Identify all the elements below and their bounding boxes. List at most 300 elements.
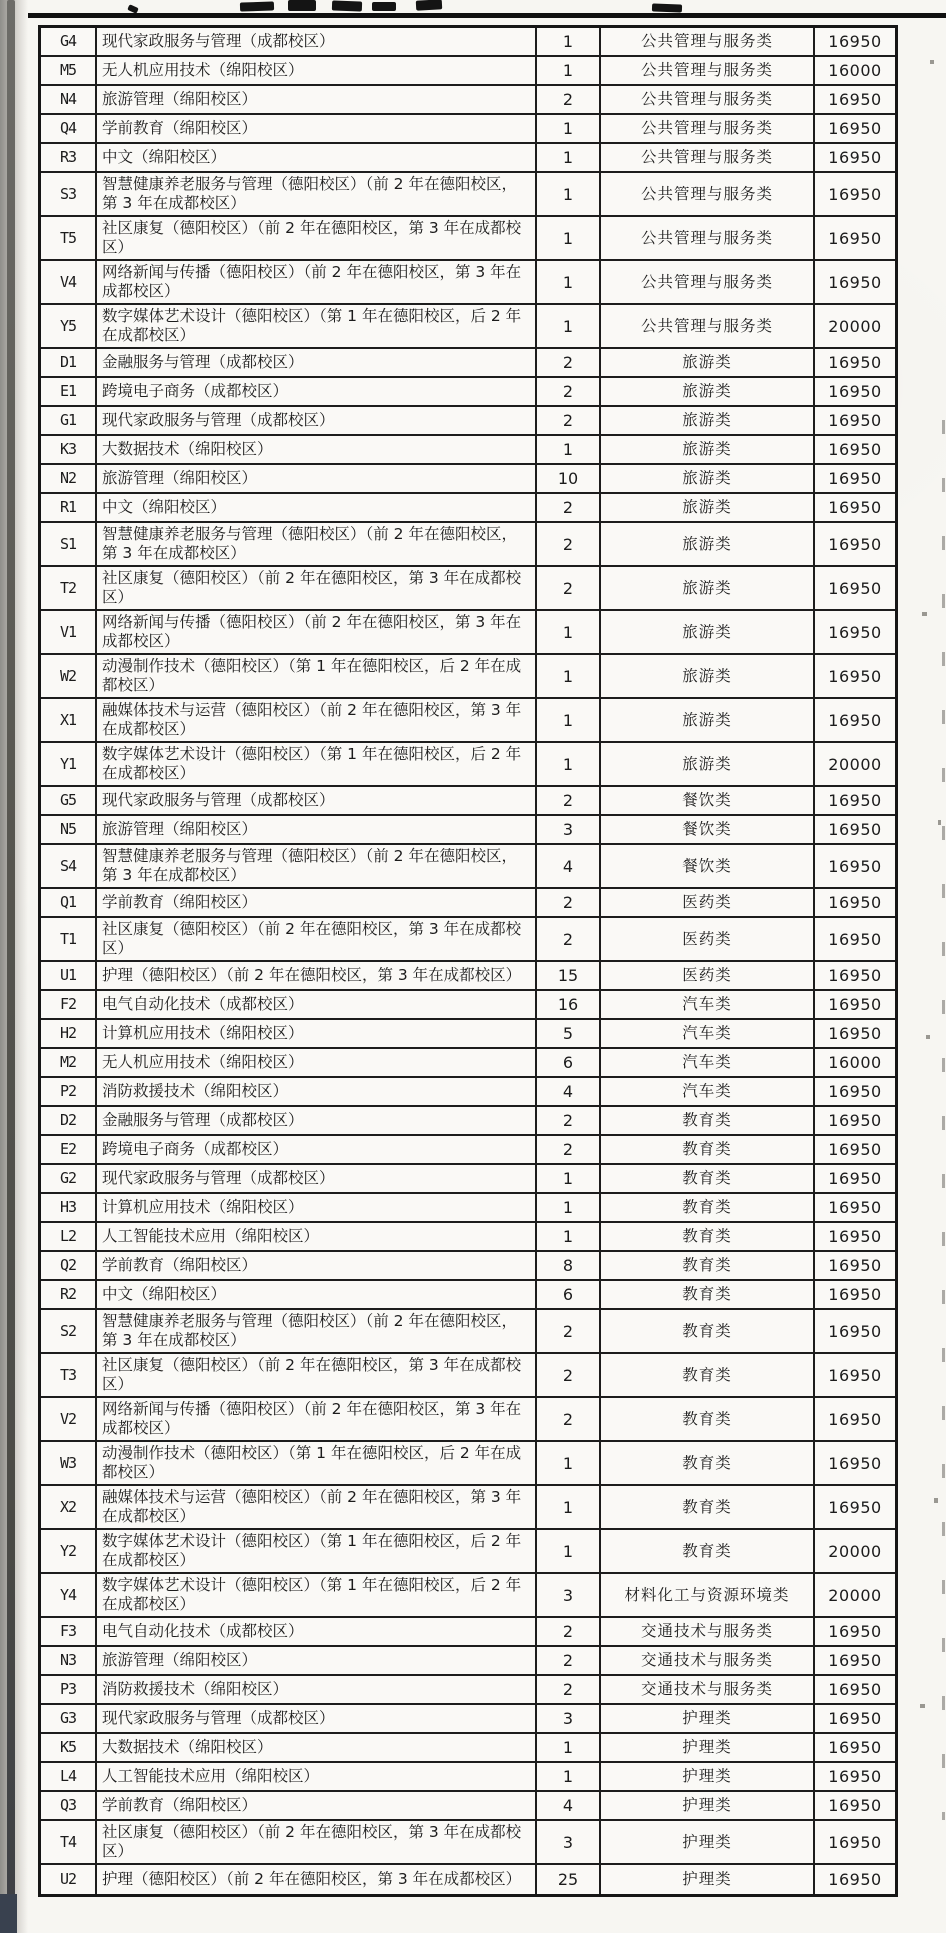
plan-count-cell: 15 [537,962,601,989]
code-cell: U1 [41,962,97,989]
fee-cell: 16950 [828,411,882,430]
major-name-cell: 智慧健康养老服务与管理（德阳校区）（前 2 年在德阳校区，第 3 年在成都校区） [97,523,537,565]
category-cell: 教育类 [601,1281,815,1308]
code-cell: Y5 [41,305,97,347]
plan-count-cell: 2 [537,1310,601,1352]
table-row [41,1049,895,1078]
category-cell: 医药类 [601,962,815,989]
major-name-cell: 护理（德阳校区）（前 2 年在德阳校区，第 3 年在成都校区） [97,962,537,989]
plan-count-cell: 16 [537,991,601,1018]
fee-cell: 16950 [828,622,882,642]
plan-count-cell: 1 [537,1165,601,1192]
table-row [41,261,895,305]
plan-count-cell: 2 [537,889,601,916]
code-cell: V1 [41,611,97,653]
code-cell: X2 [41,1486,97,1528]
code-cell: P3 [41,1676,97,1703]
code-cell: F3 [41,1618,97,1645]
category-cell: 教育类 [601,1442,815,1484]
plan-count-cell: 1 [537,57,601,84]
table-row [41,743,895,787]
plan-count-cell: 2 [537,1676,601,1703]
header-rule [28,13,946,18]
plan-count-cell: 2 [537,378,601,405]
category-cell: 餐饮类 [601,845,815,887]
plan-count-cell: 1 [537,743,601,785]
fee-cell: 20000 [828,316,882,336]
table-row [41,1107,895,1136]
code-cell: T3 [41,1354,97,1396]
cropped-header-marks [652,3,682,12]
fee-cell: 16950 [828,469,882,488]
table-row [41,699,895,743]
major-name-cell: 中文（绵阳校区） [97,494,537,521]
category-cell: 公共管理与服务类 [601,57,815,84]
category-cell: 护理类 [601,1705,815,1732]
plan-count-cell: 4 [537,845,601,887]
major-name-cell: 现代家政服务与管理（成都校区） [97,787,537,814]
plan-count-cell: 2 [537,494,601,521]
plan-count-cell: 6 [537,1281,601,1308]
table-row [41,115,895,144]
category-cell: 医药类 [601,918,815,960]
table-row [41,816,895,845]
fee-cell: 16950 [828,966,882,985]
major-name-cell: 学前教育（绵阳校区） [97,889,537,916]
category-cell: 交通技术与服务类 [601,1676,815,1703]
table-row [41,378,895,407]
major-name-cell: 数字媒体艺术设计（德阳校区）（第 1 年在德阳校区，后 2 年在成都校区） [97,305,537,347]
code-cell: M2 [41,1049,97,1076]
category-cell: 餐饮类 [601,816,815,843]
code-cell: Y1 [41,743,97,785]
major-name-cell: 人工智能技术应用（绵阳校区） [97,1223,537,1250]
fee-cell: 16950 [828,1709,882,1728]
category-cell: 公共管理与服务类 [601,173,815,215]
code-cell: D2 [41,1107,97,1134]
major-name-cell: 网络新闻与传播（德阳校区）（前 2 年在德阳校区，第 3 年在成都校区） [97,1398,537,1440]
category-cell: 教育类 [601,1398,815,1440]
fee-cell: 16950 [828,1365,882,1385]
category-cell: 公共管理与服务类 [601,217,815,259]
major-name-cell: 社区康复（德阳校区）（前 2 年在德阳校区，第 3 年在成都校区） [97,1821,537,1863]
fee-cell: 16950 [828,1832,882,1852]
category-cell: 公共管理与服务类 [601,115,815,142]
major-name-cell: 旅游管理（绵阳校区） [97,465,537,492]
scan-artifact [926,1035,930,1039]
scan-artifact [920,1704,925,1708]
plan-count-cell: 1 [537,1194,601,1221]
table-row [41,655,895,699]
plan-count-cell: 1 [537,28,601,55]
plan-count-cell: 1 [537,305,601,347]
major-name-cell: 现代家政服务与管理（成都校区） [97,1705,537,1732]
category-cell: 医药类 [601,889,815,916]
category-cell: 教育类 [601,1107,815,1134]
fee-cell: 16950 [828,228,882,248]
plan-count-cell: 2 [537,1107,601,1134]
table-row [41,1486,895,1530]
table-row [41,1647,895,1676]
major-name-cell: 数字媒体艺术设计（德阳校区）（第 1 年在德阳校区，后 2 年在成都校区） [97,743,537,785]
major-name-cell: 计算机应用技术（绵阳校区） [97,1020,537,1047]
major-name-cell: 智慧健康养老服务与管理（德阳校区）（前 2 年在德阳校区，第 3 年在成都校区） [97,845,537,887]
scan-artifact [922,612,927,616]
code-cell: T2 [41,567,97,609]
major-name-cell: 消防救援技术（绵阳校区） [97,1676,537,1703]
table-row [41,1530,895,1574]
fee-cell: 16000 [828,61,882,80]
table-row [41,1223,895,1252]
fee-cell: 16950 [828,498,882,517]
table-row [41,494,895,523]
fee-cell: 20000 [828,1585,882,1605]
fee-cell: 16950 [828,1169,882,1188]
code-cell: G1 [41,407,97,434]
code-cell: M5 [41,57,97,84]
fee-cell: 16950 [828,1227,882,1246]
category-cell: 旅游类 [601,465,815,492]
code-cell: R3 [41,144,97,171]
fee-cell: 16950 [828,272,882,292]
table-row [41,1165,895,1194]
fee-cell: 16950 [828,791,882,810]
table-row [41,845,895,889]
plan-count-cell: 2 [537,787,601,814]
cropped-header-marks [332,0,362,11]
plan-count-cell: 2 [537,1618,601,1645]
fee-cell: 16950 [828,440,882,459]
table-row [41,1763,895,1792]
major-name-cell: 金融服务与管理（成都校区） [97,1107,537,1134]
code-cell: K3 [41,436,97,463]
fee-cell: 16950 [828,1767,882,1786]
major-name-cell: 学前教育（绵阳校区） [97,1792,537,1819]
table-row [41,962,895,991]
plan-count-cell: 2 [537,407,601,434]
plan-count-cell: 1 [537,1763,601,1790]
code-cell: K5 [41,1734,97,1761]
table-row [41,1252,895,1281]
code-cell: N2 [41,465,97,492]
plan-count-cell: 2 [537,918,601,960]
category-cell: 汽车类 [601,1020,815,1047]
major-name-cell: 无人机应用技术（绵阳校区） [97,57,537,84]
plan-count-cell: 25 [537,1865,601,1894]
plan-count-cell: 2 [537,567,601,609]
category-cell: 教育类 [601,1136,815,1163]
category-cell: 教育类 [601,1165,815,1192]
category-cell: 旅游类 [601,655,815,697]
table-row [41,1354,895,1398]
code-cell: V4 [41,261,97,303]
plan-count-cell: 8 [537,1252,601,1279]
fee-cell: 16950 [828,1651,882,1670]
fee-cell: 20000 [828,754,882,774]
category-cell: 公共管理与服务类 [601,305,815,347]
major-name-cell: 动漫制作技术（德阳校区）（第 1 年在德阳校区，后 2 年在成都校区） [97,1442,537,1484]
table-row [41,144,895,173]
enrollment-table [38,25,898,1897]
fee-cell: 16950 [828,893,882,912]
plan-count-cell: 4 [537,1078,601,1105]
fee-cell: 20000 [828,1541,882,1561]
category-cell: 旅游类 [601,523,815,565]
plan-count-cell: 2 [537,349,601,376]
code-cell: S3 [41,173,97,215]
table-row [41,57,895,86]
table-row [41,991,895,1020]
fee-cell: 16950 [828,1198,882,1217]
category-cell: 材料化工与资源环境类 [601,1574,815,1616]
category-cell: 教育类 [601,1310,815,1352]
code-cell: Y4 [41,1574,97,1616]
major-name-cell: 现代家政服务与管理（成都校区） [97,28,537,55]
major-name-cell: 中文（绵阳校区） [97,1281,537,1308]
fee-cell: 16950 [828,1321,882,1341]
code-cell: W3 [41,1442,97,1484]
code-cell: F2 [41,991,97,1018]
cropped-header-marks [288,0,316,11]
table-row [41,86,895,115]
code-cell: W2 [41,655,97,697]
category-cell: 旅游类 [601,436,815,463]
code-cell: R2 [41,1281,97,1308]
scan-edge-corner [0,1894,17,1933]
plan-count-cell: 3 [537,1821,601,1863]
major-name-cell: 人工智能技术应用（绵阳校区） [97,1763,537,1790]
major-name-cell: 社区康复（德阳校区）（前 2 年在德阳校区，第 3 年在成都校区） [97,918,537,960]
category-cell: 旅游类 [601,407,815,434]
fee-cell: 16950 [828,820,882,839]
category-cell: 交通技术与服务类 [601,1647,815,1674]
major-name-cell: 旅游管理（绵阳校区） [97,1647,537,1674]
fee-cell: 16950 [828,929,882,949]
plan-count-cell: 1 [537,1223,601,1250]
major-name-cell: 社区康复（德阳校区）（前 2 年在德阳校区，第 3 年在成都校区） [97,567,537,609]
major-name-cell: 网络新闻与传播（德阳校区）（前 2 年在德阳校区，第 3 年在成都校区） [97,261,537,303]
major-name-cell: 中文（绵阳校区） [97,144,537,171]
fee-cell: 16950 [828,856,882,876]
plan-count-cell: 3 [537,816,601,843]
fee-cell: 16950 [828,710,882,730]
category-cell: 教育类 [601,1354,815,1396]
table-row [41,217,895,261]
scan-artifact [934,1498,938,1503]
code-cell: N4 [41,86,97,113]
fee-cell: 16950 [828,1680,882,1699]
plan-count-cell: 1 [537,217,601,259]
table-row [41,918,895,962]
plan-count-cell: 1 [537,611,601,653]
fee-cell: 16950 [828,666,882,686]
table-row [41,465,895,494]
table-row [41,407,895,436]
code-cell: G5 [41,787,97,814]
table-row [41,1020,895,1049]
plan-count-cell: 1 [537,1486,601,1528]
table-row [41,28,895,57]
category-cell: 公共管理与服务类 [601,28,815,55]
category-cell: 公共管理与服务类 [601,261,815,303]
category-cell: 汽车类 [601,1049,815,1076]
major-name-cell: 学前教育（绵阳校区） [97,115,537,142]
table-row [41,173,895,217]
fee-cell: 16000 [828,1053,882,1072]
scan-artifact [942,420,945,1820]
plan-count-cell: 2 [537,1354,601,1396]
code-cell: H3 [41,1194,97,1221]
major-name-cell: 电气自动化技术（成都校区） [97,991,537,1018]
category-cell: 旅游类 [601,567,815,609]
code-cell: G4 [41,28,97,55]
fee-cell: 16950 [828,382,882,401]
plan-count-cell: 2 [537,1136,601,1163]
table-row [41,889,895,918]
plan-count-cell: 5 [537,1020,601,1047]
category-cell: 教育类 [601,1486,815,1528]
category-cell: 护理类 [601,1734,815,1761]
plan-count-cell: 1 [537,655,601,697]
major-name-cell: 电气自动化技术（成都校区） [97,1618,537,1645]
code-cell: U2 [41,1865,97,1894]
code-cell: N5 [41,816,97,843]
category-cell: 教育类 [601,1194,815,1221]
table-row [41,1136,895,1165]
plan-count-cell: 2 [537,523,601,565]
code-cell: T4 [41,1821,97,1863]
code-cell: Q2 [41,1252,97,1279]
plan-count-cell: 1 [537,1442,601,1484]
plan-count-cell: 1 [537,699,601,741]
major-name-cell: 跨境电子商务（成都校区） [97,378,537,405]
major-name-cell: 融媒体技术与运营（德阳校区）（前 2 年在德阳校区，第 3 年在成都校区） [97,699,537,741]
category-cell: 旅游类 [601,699,815,741]
category-cell: 旅游类 [601,349,815,376]
major-name-cell: 现代家政服务与管理（成都校区） [97,407,537,434]
category-cell: 餐饮类 [601,787,815,814]
fee-cell: 16950 [828,184,882,204]
fee-cell: 16950 [828,32,882,51]
table-row [41,611,895,655]
code-cell: N3 [41,1647,97,1674]
code-cell: X1 [41,699,97,741]
code-cell: G3 [41,1705,97,1732]
major-name-cell: 大数据技术（绵阳校区） [97,436,537,463]
fee-cell: 16950 [828,353,882,372]
major-name-cell: 智慧健康养老服务与管理（德阳校区）（前 2 年在德阳校区，第 3 年在成都校区） [97,173,537,215]
cropped-header-marks [372,2,396,11]
table-row [41,1865,895,1894]
major-name-cell: 消防救援技术（绵阳校区） [97,1078,537,1105]
fee-cell: 16950 [828,90,882,109]
code-cell: S2 [41,1310,97,1352]
table-row [41,1194,895,1223]
plan-count-cell: 3 [537,1574,601,1616]
major-name-cell: 智慧健康养老服务与管理（德阳校区）（前 2 年在德阳校区，第 3 年在成都校区） [97,1310,537,1352]
table-row [41,523,895,567]
category-cell: 旅游类 [601,378,815,405]
major-name-cell: 护理（德阳校区）（前 2 年在德阳校区，第 3 年在成都校区） [97,1865,537,1894]
table-row [41,1078,895,1107]
table-row [41,567,895,611]
fee-cell: 16950 [828,1140,882,1159]
major-name-cell: 社区康复（德阳校区）（前 2 年在德阳校区，第 3 年在成都校区） [97,217,537,259]
code-cell: T1 [41,918,97,960]
fee-cell: 16950 [828,1796,882,1815]
code-cell: Y2 [41,1530,97,1572]
table-row [41,1705,895,1734]
code-cell: H2 [41,1020,97,1047]
code-cell: P2 [41,1078,97,1105]
fee-cell: 16950 [828,995,882,1014]
fee-cell: 16950 [828,1024,882,1043]
fee-cell: 16950 [828,1622,882,1641]
scan-edge-line [7,0,15,1933]
category-cell: 旅游类 [601,743,815,785]
major-name-cell: 动漫制作技术（德阳校区）（第 1 年在德阳校区，后 2 年在成都校区） [97,655,537,697]
category-cell: 汽车类 [601,991,815,1018]
fee-cell: 16950 [828,534,882,554]
category-cell: 教育类 [601,1223,815,1250]
major-name-cell: 社区康复（德阳校区）（前 2 年在德阳校区，第 3 年在成都校区） [97,1354,537,1396]
code-cell: D1 [41,349,97,376]
plan-count-cell: 1 [537,1530,601,1572]
scan-artifact [930,60,934,64]
category-cell: 护理类 [601,1865,815,1894]
plan-count-cell: 1 [537,173,601,215]
category-cell: 教育类 [601,1252,815,1279]
code-cell: R1 [41,494,97,521]
fee-cell: 16950 [828,1453,882,1473]
plan-count-cell: 3 [537,1705,601,1732]
category-cell: 旅游类 [601,494,815,521]
category-cell: 交通技术与服务类 [601,1618,815,1645]
table-row [41,305,895,349]
plan-count-cell: 4 [537,1792,601,1819]
category-cell: 护理类 [601,1763,815,1790]
code-cell: Q4 [41,115,97,142]
code-cell: V2 [41,1398,97,1440]
code-cell: Q1 [41,889,97,916]
major-name-cell: 融媒体技术与运营（德阳校区）（前 2 年在德阳校区，第 3 年在成都校区） [97,1486,537,1528]
major-name-cell: 学前教育（绵阳校区） [97,1252,537,1279]
plan-count-cell: 10 [537,465,601,492]
cropped-header-marks [416,0,442,11]
plan-count-cell: 2 [537,1398,601,1440]
table-row [41,1442,895,1486]
major-name-cell: 旅游管理（绵阳校区） [97,86,537,113]
major-name-cell: 无人机应用技术（绵阳校区） [97,1049,537,1076]
code-cell: E2 [41,1136,97,1163]
category-cell: 公共管理与服务类 [601,86,815,113]
plan-count-cell: 2 [537,86,601,113]
fee-cell: 16950 [828,1082,882,1101]
fee-cell: 16950 [828,1256,882,1275]
category-cell: 公共管理与服务类 [601,144,815,171]
table-row [41,1398,895,1442]
table-row [41,1821,895,1865]
fee-cell: 16950 [828,1738,882,1757]
major-name-cell: 计算机应用技术（绵阳校区） [97,1194,537,1221]
plan-count-cell: 2 [537,1647,601,1674]
fee-cell: 16950 [828,119,882,138]
category-cell: 护理类 [601,1792,815,1819]
table-row [41,436,895,465]
fee-cell: 16950 [828,1497,882,1517]
major-name-cell: 数字媒体艺术设计（德阳校区）（第 1 年在德阳校区，后 2 年在成都校区） [97,1530,537,1572]
major-name-cell: 网络新闻与传播（德阳校区）（前 2 年在德阳校区，第 3 年在成都校区） [97,611,537,653]
